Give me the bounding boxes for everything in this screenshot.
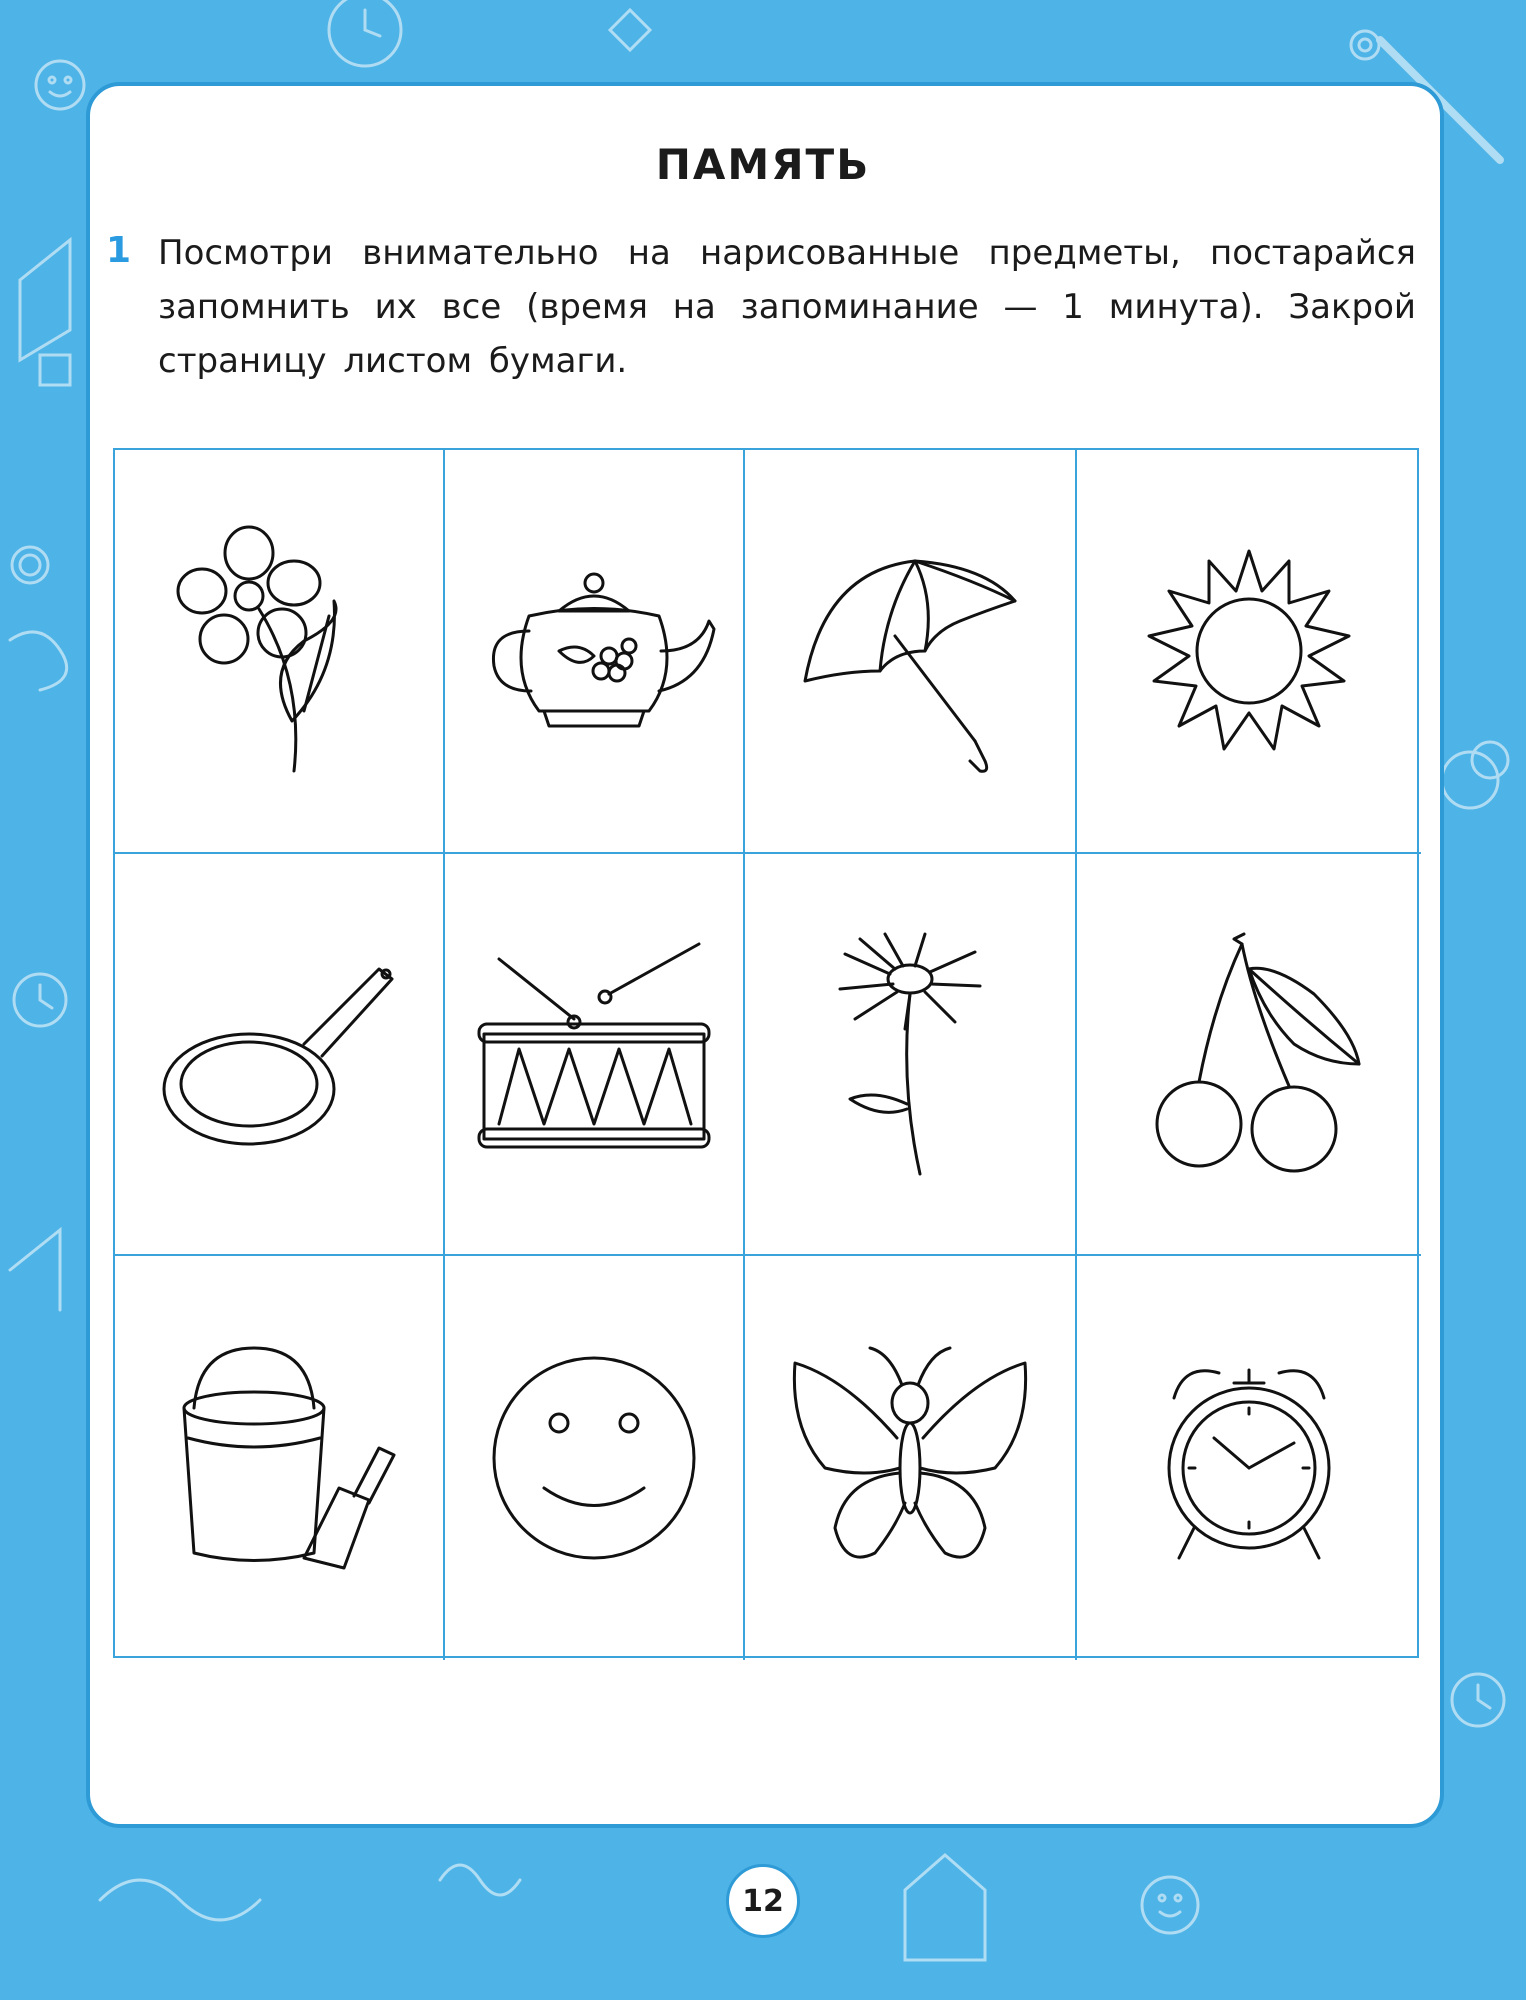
- grid-cell-sun: [1077, 450, 1421, 854]
- grid-cell-smiley: [445, 1256, 745, 1660]
- task-instruction: Посмотри внимательно на нарисованные предметы, постарайся запомнить их все (время на запоминание — 1 минута). Закрой страницу листом бумаги.: [158, 233, 1416, 381]
- daisy-icon: [785, 924, 1035, 1184]
- grid-cell-butterfly: [745, 1256, 1077, 1660]
- alarm-clock-icon: [1124, 1328, 1374, 1588]
- drum-icon: [469, 924, 719, 1184]
- cherries-icon: [1124, 924, 1374, 1184]
- bucket-and-scoop-icon: [154, 1328, 404, 1588]
- task-number: 1: [106, 230, 132, 271]
- umbrella-icon: [785, 521, 1035, 781]
- flower-icon: [154, 521, 404, 781]
- frying-pan-icon: [154, 924, 404, 1184]
- butterfly-icon: [785, 1328, 1035, 1588]
- grid-cell-frying-pan: [115, 854, 445, 1256]
- picture-grid: [113, 448, 1419, 1658]
- grid-cell-drum: [445, 854, 745, 1256]
- teapot-icon: [469, 521, 719, 781]
- smiley-face-icon: [469, 1328, 719, 1588]
- grid-cell-umbrella: [745, 450, 1077, 854]
- grid-cell-alarm-clock: [1077, 1256, 1421, 1660]
- grid-cell-bucket: [115, 1256, 445, 1660]
- sun-icon: [1124, 521, 1374, 781]
- grid-cell-daisy: [745, 854, 1077, 1256]
- grid-cell-cherries: [1077, 854, 1421, 1256]
- page-title: ПАМЯТЬ: [655, 140, 871, 189]
- grid-cell-teapot: [445, 450, 745, 854]
- page-number: 12: [726, 1864, 800, 1938]
- grid-cell-flower: [115, 450, 445, 854]
